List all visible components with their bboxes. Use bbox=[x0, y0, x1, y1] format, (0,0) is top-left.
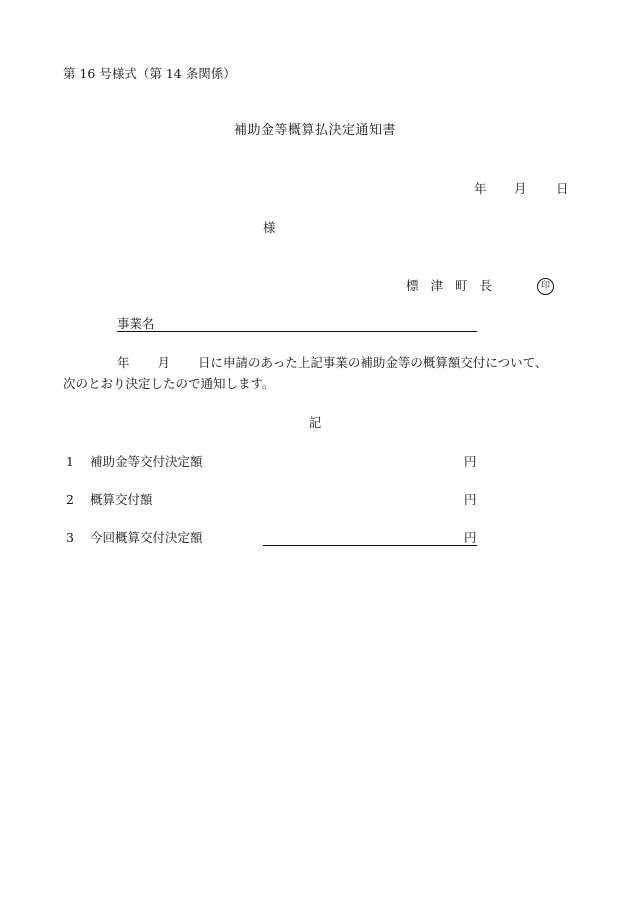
body-line-1-text: 日に申請のあった上記事業の補助金等の概算額交付について、 bbox=[198, 355, 548, 370]
date-day-label: 日 bbox=[556, 181, 569, 196]
item-unit: 円 bbox=[464, 454, 477, 469]
item-unit: 円 bbox=[464, 492, 477, 507]
seal-mark-icon: 印 bbox=[537, 278, 554, 295]
body-text-line-1 bbox=[117, 357, 547, 370]
project-name-label: 事業名 bbox=[117, 316, 155, 331]
date-month-label: 月 bbox=[514, 181, 527, 196]
item-number: 2 bbox=[66, 492, 74, 507]
list-item bbox=[63, 456, 483, 472]
item-label: 概算交付額 bbox=[90, 492, 153, 507]
addressee-honorific: 様 bbox=[263, 220, 276, 235]
project-name-underline bbox=[117, 331, 477, 332]
item-unit: 円 bbox=[464, 530, 477, 545]
list-item bbox=[63, 532, 483, 548]
item-number: 1 bbox=[66, 454, 74, 469]
body-text-line-2: 次のとおり決定したので通知します。 bbox=[63, 376, 275, 391]
form-number: 第 16 号様式（第 14 条関係） bbox=[63, 66, 236, 81]
amount-underline bbox=[263, 545, 477, 546]
item-label: 補助金等交付決定額 bbox=[90, 454, 203, 469]
body-year-label: 年 bbox=[117, 355, 130, 370]
record-label: 記 bbox=[308, 415, 322, 430]
body-month-label: 月 bbox=[157, 355, 171, 370]
item-label: 今回概算交付決定額 bbox=[90, 530, 203, 545]
document-title: 補助金等概算払決定通知書 bbox=[233, 123, 396, 138]
date-year-label: 年 bbox=[474, 181, 487, 196]
list-item bbox=[63, 494, 483, 510]
issuer-name: 標津町長 bbox=[406, 278, 505, 293]
item-number: 3 bbox=[66, 530, 74, 545]
